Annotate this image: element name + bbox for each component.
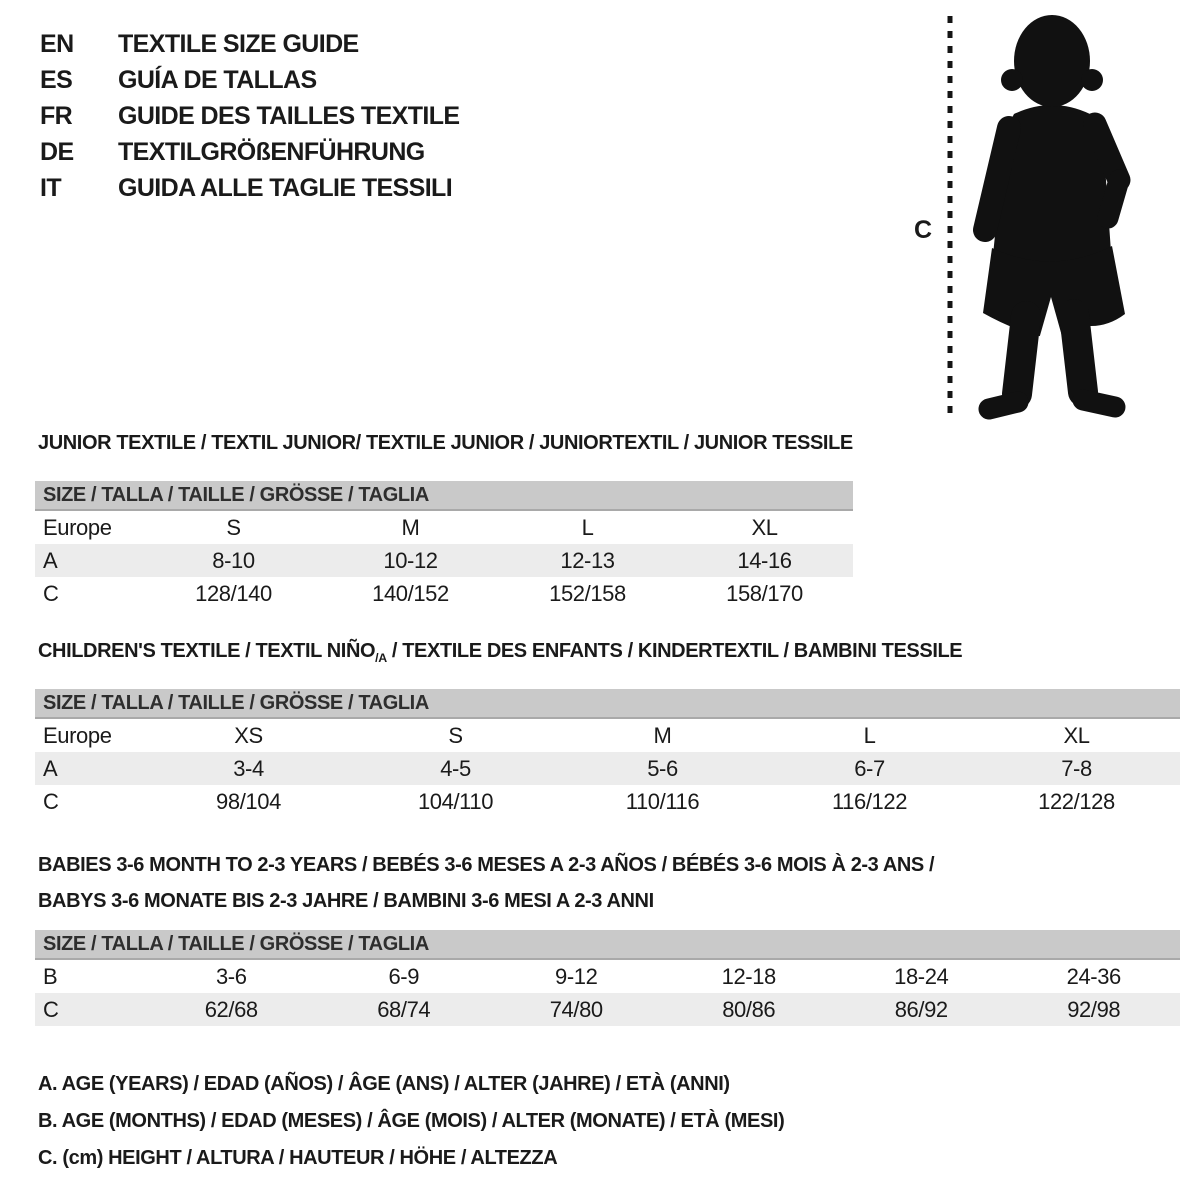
babies-size-table — [35, 930, 1180, 1026]
height-cell: 68/74 — [377, 996, 431, 1022]
section-title-children — [38, 640, 962, 665]
measure-label-c: C — [914, 216, 933, 244]
size-header-bar: SIZE / TALLA / TAILLE / GRÖSSE / TAGLIA — [35, 930, 1180, 960]
section-title-junior: JUNIOR TEXTILE / TEXTIL JUNIOR/ TEXTILE JUNIOR / JUNIORTEXTIL / JUNIOR TESSILE — [38, 432, 853, 454]
guide-title-en: TEXTILE SIZE GUIDE — [118, 29, 359, 58]
height-cell: 158/170 — [726, 580, 803, 606]
table-row-height — [35, 785, 1180, 818]
age-cell: 6-9 — [388, 963, 420, 989]
age-cell: 12-18 — [721, 963, 776, 989]
row-label: C — [43, 788, 59, 814]
language-row-de — [40, 134, 460, 170]
age-cell: 3-6 — [215, 963, 247, 989]
table-row-age — [35, 752, 1180, 785]
height-cell: 110/116 — [625, 788, 700, 814]
age-cell: 6-7 — [854, 755, 885, 781]
height-cell: 80/86 — [722, 996, 776, 1022]
children-size-table — [35, 689, 1180, 818]
height-cell: 62/68 — [204, 996, 258, 1022]
title-line-2: BABYS 3-6 MONATE BIS 2-3 JAHRE / BAMBINI 3-6 MESI A 2-3 ANNI — [38, 890, 654, 912]
measurement-figure — [900, 0, 1200, 430]
language-code: FR — [40, 101, 73, 130]
language-row-es — [40, 62, 460, 98]
height-cell: 86/92 — [894, 996, 948, 1022]
size-cell: S — [226, 514, 241, 540]
height-cell: 104/110 — [417, 788, 494, 814]
size-cell: XL — [1063, 722, 1090, 748]
size-cell: XS — [234, 722, 263, 748]
row-label: Europe — [43, 514, 112, 540]
height-cell: 128/140 — [195, 580, 272, 606]
guide-title-es: GUÍA DE TALLAS — [118, 65, 317, 94]
language-title-list — [40, 26, 460, 206]
age-cell: 14-16 — [737, 547, 792, 573]
age-cell: 24-36 — [1066, 963, 1121, 989]
table-row-europe — [35, 511, 853, 544]
language-code: EN — [40, 29, 74, 58]
height-cell: 74/80 — [549, 996, 603, 1022]
size-cell: L — [863, 722, 876, 748]
legend-age-years: A. AGE (YEARS) / EDAD (AÑOS) / ÂGE (ANS) / ALTER (JAHRE) / ETÀ (ANNI) — [38, 1073, 730, 1095]
section-title-babies — [38, 847, 934, 919]
size-header-bar: SIZE / TALLA / TAILLE / GRÖSSE / TAGLIA — [35, 689, 1180, 719]
size-cell: L — [581, 514, 594, 540]
table-row-height — [35, 993, 1180, 1026]
title-subscript: /A — [375, 651, 387, 665]
height-cell: 122/128 — [1038, 788, 1115, 814]
table-row-height — [35, 577, 853, 610]
row-label: C — [43, 580, 59, 606]
height-cell: 92/98 — [1067, 996, 1121, 1022]
height-cell: 152/158 — [549, 580, 626, 606]
age-cell: 5-6 — [647, 755, 678, 781]
junior-size-table — [35, 481, 853, 610]
age-cell: 18-24 — [894, 963, 949, 989]
age-cell: 4-5 — [440, 755, 471, 781]
language-row-fr — [40, 98, 460, 134]
size-cell: S — [448, 722, 463, 748]
age-cell: 12-13 — [560, 547, 615, 573]
title-line-1: BABIES 3-6 MONTH TO 2-3 YEARS / BEBÉS 3-6 MESES A 2-3 AÑOS / BÉBÉS 3-6 MOIS À 2-3 ANS / — [38, 854, 935, 876]
language-row-en — [40, 26, 460, 62]
row-label: C — [43, 996, 59, 1022]
height-cell: 98/104 — [216, 788, 281, 814]
table-row-age — [35, 544, 853, 577]
legend-age-months: B. AGE (MONTHS) / EDAD (MESES) / ÂGE (MOIS) / ALTER (MONATE) / ETÀ (MESI) — [38, 1110, 785, 1132]
language-code: ES — [40, 65, 73, 94]
guide-title-fr: GUIDE DES TAILLES TEXTILE — [118, 101, 460, 130]
age-cell: 3-4 — [233, 755, 264, 781]
height-cell: 116/122 — [831, 788, 908, 814]
row-label: Europe — [43, 722, 112, 748]
age-cell: 8-10 — [212, 547, 255, 573]
size-cell: M — [401, 514, 420, 540]
language-code: DE — [40, 137, 74, 166]
title-main: CHILDREN'S TEXTILE / TEXTIL NIÑO — [38, 640, 376, 662]
toddler-silhouette-icon — [962, 14, 1144, 420]
size-header-bar: SIZE / TALLA / TAILLE / GRÖSSE / TAGLIA — [35, 481, 853, 511]
language-code: IT — [40, 173, 62, 202]
size-cell: M — [653, 722, 672, 748]
table-row-age-months — [35, 960, 1180, 993]
guide-title-it: GUIDA ALLE TAGLIE TESSILI — [118, 173, 453, 202]
row-label: A — [43, 755, 58, 781]
measurement-legend — [38, 1066, 784, 1177]
age-cell: 7-8 — [1061, 755, 1092, 781]
size-cell: XL — [751, 514, 778, 540]
row-label: B — [43, 963, 58, 989]
guide-title-de: TEXTILGRÖßENFÜHRUNG — [118, 137, 425, 166]
height-cell: 140/152 — [372, 580, 449, 606]
height-measure-line — [946, 16, 954, 418]
legend-height-cm: C. (cm) HEIGHT / ALTURA / HAUTEUR / HÖHE / ALTEZZA — [38, 1147, 558, 1169]
row-label: A — [43, 547, 58, 573]
age-cell: 9-12 — [555, 963, 598, 989]
age-cell: 10-12 — [383, 547, 438, 573]
title-rest: / TEXTILE DES ENFANTS / KINDERTEXTIL / BAMBINI TESSILE — [386, 640, 963, 662]
language-row-it — [40, 170, 460, 206]
table-row-europe — [35, 719, 1180, 752]
